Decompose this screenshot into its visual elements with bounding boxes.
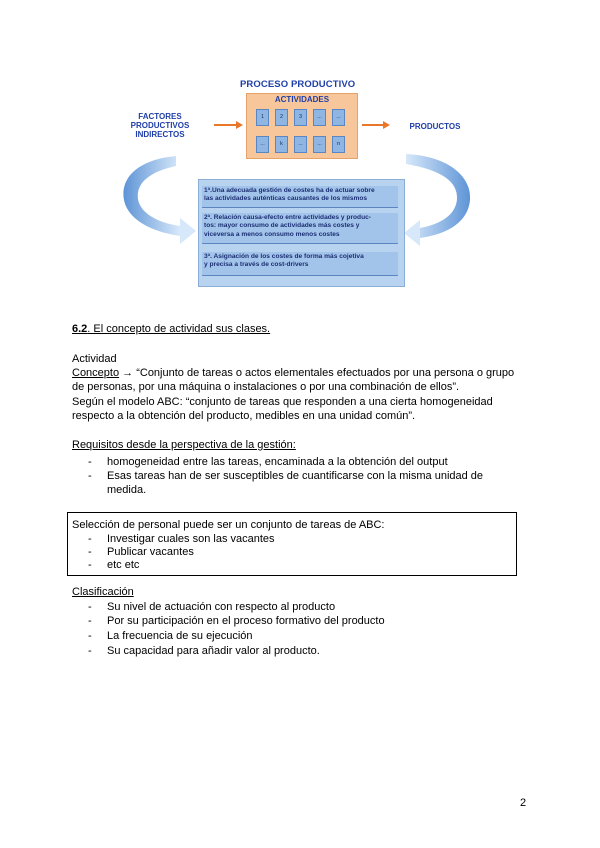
example-item: Investigar cuales son las vacantes (107, 533, 275, 545)
bullet-dash: - (88, 470, 92, 482)
example-intro: Selección de personal puede ser un conjunto de tareas de ABC: (72, 519, 385, 531)
activities-label: ACTIVIDADES (274, 95, 330, 104)
activity-cell: k (275, 136, 288, 153)
bullet-dash: - (88, 559, 92, 571)
bullet-dash: - (88, 630, 92, 642)
activities-box (246, 93, 358, 159)
concept-line-1 (72, 367, 514, 380)
activity-cell: ... (332, 109, 345, 126)
activity-cell: ... (313, 109, 326, 126)
page-number: 2 (520, 797, 527, 809)
bullet-dash: - (88, 601, 92, 613)
section-heading (72, 323, 270, 336)
activity-heading: Actividad (72, 353, 117, 365)
example-item: Publicar vacantes (107, 546, 194, 558)
classification-heading: Clasificación (72, 586, 134, 598)
section-title: . El concepto de actividad sus clases. (87, 323, 271, 335)
classification-item: La frecuencia de su ejecución (107, 630, 253, 642)
bullet-dash: - (88, 645, 92, 657)
principle-2: 2ª. Relación causa-efecto entre actividades y produc- tos: mayor consumo de actividades más costes y viceversa a menos consumo menos costes (202, 213, 398, 244)
classification-item: Su nivel de actuación con respecto al producto (107, 601, 336, 613)
bullet-dash: - (88, 533, 92, 545)
bullet-dash: - (88, 546, 92, 558)
diagram-title: PROCESO PRODUCTIVO (240, 79, 356, 90)
concept-line-2: de personas, por una máquina o instalaciones o por una combinación de ellos”. (72, 381, 460, 393)
example-box (67, 512, 517, 576)
activity-cell: 3 (294, 109, 307, 126)
right-feedback-arrow (404, 154, 470, 246)
activity-cell: ... (294, 136, 307, 153)
classification-item: Su capacidad para añadir valor al producto. (107, 645, 320, 657)
requirements-heading: Requisitos desde la perspectiva de la gestión: (72, 439, 296, 451)
outputs-label: PRODUCTOS (409, 122, 461, 131)
activity-cell: 2 (275, 109, 288, 126)
concept-text: → “Conjunto de tareas o actos elementales efectuados por una persona o grupo (119, 367, 515, 379)
input-arrow (214, 121, 243, 129)
bullet-dash: - (88, 615, 92, 627)
concept-label: Concepto (72, 367, 120, 379)
activity-cell: 1 (256, 109, 269, 126)
activity-cell: ... (256, 136, 269, 153)
left-feedback-arrow (123, 156, 196, 244)
requirement-item: Esas tareas han de ser susceptibles de cuantificarse con la misma unidad de (107, 470, 484, 482)
principle-3: 3ª. Asignación de los costes de forma más cojetiva y precisa a través de cost-drivers (202, 252, 398, 276)
principles-box (198, 179, 405, 287)
example-item: etc etc (107, 559, 140, 571)
output-arrow (362, 121, 390, 129)
abc-line-2: respecto a la obtención del producto, medibles en una unidad común”. (72, 410, 416, 422)
inputs-label: FACTORES PRODUCTIVOS INDIRECTOS (130, 112, 190, 139)
process-diagram (0, 0, 600, 300)
principle-1: 1ª.Una adecuada gestión de costes ha de actuar sobre las actividades auténticas causantes de los mismos (202, 186, 398, 208)
activity-cell: ... (313, 136, 326, 153)
abc-line-1: Según el modelo ABC: “conjunto de tareas que responden a una cierta homogeneidad (72, 396, 493, 408)
requirement-item-continued: medida. (107, 484, 147, 496)
classification-item: Por su participación en el proceso formativo del producto (107, 615, 385, 627)
section-number: 6.2 (72, 323, 88, 335)
activity-cell: n (332, 136, 345, 153)
bullet-dash: - (88, 456, 92, 468)
requirement-item: homogeneidad entre las tareas, encaminada a la obtención del output (107, 456, 448, 468)
